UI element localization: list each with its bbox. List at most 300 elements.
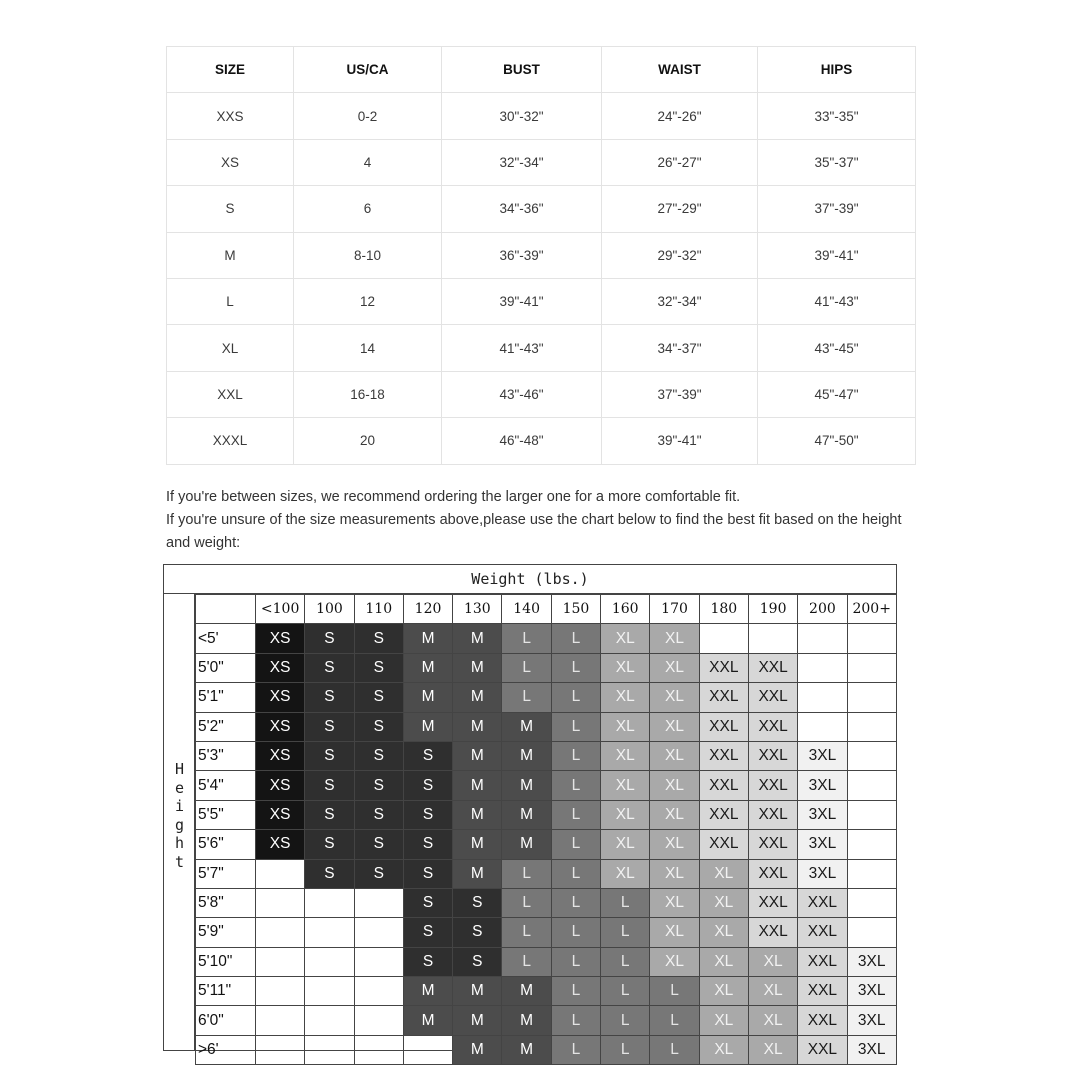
fit-cell <box>354 888 403 917</box>
weight-label: 170 <box>650 595 699 624</box>
height-label-letter: t <box>174 852 185 871</box>
height-label: 5'2" <box>196 712 256 741</box>
fit-row <box>196 1035 897 1064</box>
fit-cell: S <box>403 741 452 770</box>
fit-cell: M <box>453 653 502 682</box>
fit-row <box>196 830 897 859</box>
fit-cell: M <box>403 977 452 1006</box>
fit-cell: XL <box>601 771 650 800</box>
fit-cell <box>847 741 896 770</box>
fit-cell: 3XL <box>798 771 847 800</box>
fit-cell <box>699 624 748 653</box>
fit-cell: XL <box>650 771 699 800</box>
table-row <box>167 232 916 278</box>
weight-label: 200+ <box>847 595 896 624</box>
table-cell: 32"-34" <box>602 278 758 324</box>
fit-cell: XXL <box>748 712 797 741</box>
fit-cell: XL <box>748 1035 797 1064</box>
fit-cell: S <box>354 800 403 829</box>
height-axis-text <box>164 760 195 871</box>
height-label: <5' <box>196 624 256 653</box>
fit-cell: S <box>354 741 403 770</box>
fit-cell: M <box>453 859 502 888</box>
fit-cell: L <box>551 771 600 800</box>
fit-cell: XXL <box>699 830 748 859</box>
height-label: 5'10" <box>196 947 256 976</box>
fit-cell: L <box>551 683 600 712</box>
fit-cell: S <box>403 947 452 976</box>
fit-cell: S <box>354 683 403 712</box>
fit-cell: M <box>403 624 452 653</box>
fit-cell: XXL <box>748 918 797 947</box>
fit-cell: M <box>502 977 551 1006</box>
fit-cell: 3XL <box>798 800 847 829</box>
height-label-letter: h <box>174 834 185 852</box>
fit-cell: L <box>551 800 600 829</box>
table-cell: 37"-39" <box>758 186 916 232</box>
fit-cell: L <box>551 653 600 682</box>
fit-cell: M <box>502 741 551 770</box>
fit-cell: L <box>551 741 600 770</box>
table-cell: 27"-29" <box>602 186 758 232</box>
fit-cell: 3XL <box>798 741 847 770</box>
fit-cell <box>847 830 896 859</box>
fit-cell <box>256 888 305 917</box>
fit-cell: XS <box>256 830 305 859</box>
fit-cell: M <box>403 1006 452 1035</box>
fit-cell: S <box>305 771 354 800</box>
weight-label: 110 <box>354 595 403 624</box>
fit-cell <box>256 1035 305 1064</box>
fit-row <box>196 683 897 712</box>
fit-cell <box>798 683 847 712</box>
fit-cell <box>798 712 847 741</box>
fit-cell: XL <box>699 977 748 1006</box>
height-label-letter: e <box>174 778 185 797</box>
table-cell: 35"-37" <box>758 139 916 185</box>
weight-label: 180 <box>699 595 748 624</box>
fit-cell: XL <box>748 947 797 976</box>
fit-cell: M <box>403 712 452 741</box>
fit-cell <box>354 918 403 947</box>
height-label: 5'7" <box>196 859 256 888</box>
fit-cell: XL <box>601 712 650 741</box>
table-row <box>167 418 916 464</box>
fit-cell: XS <box>256 683 305 712</box>
fit-cell: S <box>354 624 403 653</box>
weight-label: 160 <box>601 595 650 624</box>
fit-cell: M <box>403 653 452 682</box>
fit-cell: L <box>502 624 551 653</box>
weight-header-row <box>196 595 897 624</box>
table-cell: 34"-36" <box>442 186 602 232</box>
height-axis-label <box>164 594 195 1050</box>
fit-cell: XL <box>650 888 699 917</box>
weight-label: 140 <box>502 595 551 624</box>
weight-label: 120 <box>403 595 452 624</box>
fit-row <box>196 888 897 917</box>
fit-cell: L <box>502 888 551 917</box>
table-cell: 47"-50" <box>758 418 916 464</box>
fit-cell <box>748 624 797 653</box>
fit-cell: L <box>551 712 600 741</box>
fit-cell: S <box>354 859 403 888</box>
table-cell: S <box>167 186 294 232</box>
fit-cell: L <box>551 977 600 1006</box>
fit-cell: XXL <box>748 859 797 888</box>
fit-cell: L <box>551 830 600 859</box>
fit-cell: XL <box>601 800 650 829</box>
fit-cell: XL <box>650 653 699 682</box>
fit-cell <box>847 683 896 712</box>
table-cell: 6 <box>294 186 442 232</box>
table-cell: 41"-43" <box>758 278 916 324</box>
table-cell: 12 <box>294 278 442 324</box>
table-cell: 39"-41" <box>602 418 758 464</box>
fit-cell <box>847 624 896 653</box>
fit-cell: L <box>502 683 551 712</box>
fit-cell: XL <box>601 683 650 712</box>
fit-cell <box>847 771 896 800</box>
height-label-letter: g <box>174 815 185 834</box>
fit-cell: XL <box>650 918 699 947</box>
fit-cell: L <box>502 859 551 888</box>
fit-cell: M <box>453 977 502 1006</box>
table-cell: 16-18 <box>294 371 442 417</box>
fit-cell: L <box>601 888 650 917</box>
size-notes <box>166 486 906 555</box>
table-cell: 8-10 <box>294 232 442 278</box>
height-weight-fit-chart <box>163 564 897 1059</box>
fit-cell: XXL <box>798 1035 847 1064</box>
fit-cell: S <box>305 741 354 770</box>
table-cell: 4 <box>294 139 442 185</box>
table-cell: 41"-43" <box>442 325 602 371</box>
fit-cell <box>305 977 354 1006</box>
fit-cell: XL <box>699 1035 748 1064</box>
fit-row <box>196 947 897 976</box>
fit-cell <box>256 918 305 947</box>
fit-cell: XXL <box>798 918 847 947</box>
fit-cell: L <box>551 859 600 888</box>
fit-cell <box>305 888 354 917</box>
header-bust: BUST <box>442 47 602 93</box>
fit-cell <box>354 977 403 1006</box>
table-cell: 37"-39" <box>602 371 758 417</box>
fit-cell <box>798 624 847 653</box>
fit-cell <box>403 1035 452 1064</box>
fit-cell <box>847 653 896 682</box>
fit-cell: S <box>354 771 403 800</box>
fit-cell: XXL <box>748 830 797 859</box>
fit-cell: S <box>403 830 452 859</box>
fit-cell: S <box>305 683 354 712</box>
table-cell: 34"-37" <box>602 325 758 371</box>
table-cell: 30"-32" <box>442 93 602 139</box>
fit-cell: S <box>354 653 403 682</box>
table-cell: 33"-35" <box>758 93 916 139</box>
fit-cell: M <box>453 800 502 829</box>
fit-row <box>196 1006 897 1035</box>
fit-cell: XS <box>256 624 305 653</box>
fit-cell: XL <box>650 800 699 829</box>
corner-cell <box>196 595 256 624</box>
table-row <box>167 93 916 139</box>
fit-cell: XL <box>650 859 699 888</box>
fit-cell: S <box>305 800 354 829</box>
note-unsure-sizes: If you're unsure of the size measurements above,please use the chart below to find the best fit based on the height and weight: <box>166 512 902 551</box>
height-label: 5'9" <box>196 918 256 947</box>
table-cell: 26"-27" <box>602 139 758 185</box>
size-measurement-table <box>166 46 916 465</box>
height-label: 6'0" <box>196 1006 256 1035</box>
fit-cell <box>256 977 305 1006</box>
fit-cell: M <box>502 830 551 859</box>
table-cell: 39"-41" <box>758 232 916 278</box>
fit-cell: S <box>403 888 452 917</box>
height-label-letter: H <box>174 760 185 778</box>
table-cell: 46"-48" <box>442 418 602 464</box>
fit-cell: M <box>453 830 502 859</box>
fit-cell: S <box>403 800 452 829</box>
fit-cell <box>847 918 896 947</box>
fit-cell: XXL <box>748 800 797 829</box>
table-cell: M <box>167 232 294 278</box>
fit-cell: XL <box>650 741 699 770</box>
fit-cell: L <box>650 977 699 1006</box>
weight-label: 200 <box>798 595 847 624</box>
weight-label: 100 <box>305 595 354 624</box>
fit-cell: M <box>502 771 551 800</box>
fit-cell <box>798 653 847 682</box>
table-header-row <box>167 47 916 93</box>
fit-cell: M <box>453 1006 502 1035</box>
fit-cell: XL <box>601 624 650 653</box>
fit-cell: S <box>305 712 354 741</box>
fit-cell <box>847 800 896 829</box>
fit-cell: XL <box>699 859 748 888</box>
fit-cell <box>305 1006 354 1035</box>
fit-cell <box>354 1006 403 1035</box>
fit-cell: 3XL <box>847 947 896 976</box>
weight-label: <100 <box>256 595 305 624</box>
fit-cell: XXL <box>748 683 797 712</box>
fit-cell: XXL <box>699 683 748 712</box>
table-cell: 43"-45" <box>758 325 916 371</box>
height-label-letter: i <box>174 797 185 815</box>
fit-cell: L <box>601 918 650 947</box>
table-cell: 24"-26" <box>602 93 758 139</box>
fit-cell: L <box>551 1006 600 1035</box>
fit-cell: S <box>453 947 502 976</box>
fit-cell: S <box>354 830 403 859</box>
fit-cell: S <box>453 888 502 917</box>
fit-cell: XXL <box>748 653 797 682</box>
fit-grid <box>195 594 897 1065</box>
table-row <box>167 186 916 232</box>
height-label: 5'3" <box>196 741 256 770</box>
fit-cell: S <box>403 771 452 800</box>
fit-cell <box>305 918 354 947</box>
fit-cell: 3XL <box>847 1035 896 1064</box>
fit-cell: M <box>453 1035 502 1064</box>
fit-cell: XL <box>699 1006 748 1035</box>
fit-row <box>196 624 897 653</box>
fit-cell: XL <box>650 624 699 653</box>
weight-label: 130 <box>453 595 502 624</box>
weight-label: 150 <box>551 595 600 624</box>
fit-cell: S <box>305 653 354 682</box>
fit-cell: L <box>551 918 600 947</box>
fit-cell: M <box>453 771 502 800</box>
fit-cell: L <box>601 977 650 1006</box>
fit-cell: L <box>551 1035 600 1064</box>
fit-cell: XS <box>256 741 305 770</box>
fit-cell: XXL <box>798 888 847 917</box>
fit-cell: L <box>601 1006 650 1035</box>
fit-cell: XXL <box>748 888 797 917</box>
fit-cell: L <box>502 947 551 976</box>
fit-cell: XXL <box>748 771 797 800</box>
fit-cell: M <box>502 712 551 741</box>
fit-cell: XS <box>256 712 305 741</box>
fit-cell <box>354 947 403 976</box>
fit-cell <box>847 888 896 917</box>
fit-cell: XXL <box>699 712 748 741</box>
fit-cell: XL <box>601 830 650 859</box>
header-size: SIZE <box>167 47 294 93</box>
fit-cell: L <box>502 918 551 947</box>
header-hips: HIPS <box>758 47 916 93</box>
fit-row <box>196 712 897 741</box>
fit-cell: L <box>551 888 600 917</box>
fit-cell <box>847 712 896 741</box>
fit-cell: L <box>650 1006 699 1035</box>
fit-cell: XL <box>748 977 797 1006</box>
table-cell: 45"-47" <box>758 371 916 417</box>
table-cell: XXXL <box>167 418 294 464</box>
fit-cell: 3XL <box>847 977 896 1006</box>
fit-cell: 3XL <box>798 859 847 888</box>
fit-cell: S <box>305 624 354 653</box>
fit-cell: L <box>551 624 600 653</box>
fit-cell: M <box>502 800 551 829</box>
fit-cell: XXL <box>699 741 748 770</box>
fit-row <box>196 771 897 800</box>
fit-cell: XXL <box>699 653 748 682</box>
header-us-ca: US/CA <box>294 47 442 93</box>
fit-cell: XL <box>650 712 699 741</box>
header-waist: WAIST <box>602 47 758 93</box>
fit-cell: M <box>453 712 502 741</box>
table-cell: 39"-41" <box>442 278 602 324</box>
fit-cell: M <box>453 741 502 770</box>
fit-cell: XL <box>748 1006 797 1035</box>
fit-cell: L <box>601 1035 650 1064</box>
fit-cell: S <box>403 918 452 947</box>
fit-cell <box>256 947 305 976</box>
table-cell: 14 <box>294 325 442 371</box>
fit-cell: S <box>403 859 452 888</box>
fit-cell <box>305 947 354 976</box>
fit-cell: XXL <box>748 741 797 770</box>
table-row <box>167 278 916 324</box>
table-cell: 20 <box>294 418 442 464</box>
fit-cell: XL <box>601 859 650 888</box>
height-label: 5'8" <box>196 888 256 917</box>
fit-cell: L <box>551 947 600 976</box>
fit-cell: XXL <box>798 1006 847 1035</box>
height-label: 5'11" <box>196 977 256 1006</box>
fit-cell: M <box>502 1006 551 1035</box>
fit-cell: S <box>305 859 354 888</box>
fit-cell <box>305 1035 354 1064</box>
fit-row <box>196 653 897 682</box>
fit-cell: 3XL <box>847 1006 896 1035</box>
fit-cell: XL <box>601 741 650 770</box>
table-cell: XS <box>167 139 294 185</box>
fit-cell: XXL <box>699 800 748 829</box>
fit-cell: XXL <box>798 977 847 1006</box>
height-label: 5'6" <box>196 830 256 859</box>
height-label: 5'4" <box>196 771 256 800</box>
table-cell: 29"-32" <box>602 232 758 278</box>
fit-cell: XXL <box>699 771 748 800</box>
table-row <box>167 139 916 185</box>
table-row <box>167 371 916 417</box>
table-cell: XXL <box>167 371 294 417</box>
weight-axis-title: Weight (lbs.) <box>164 565 896 594</box>
table-cell: 36"-39" <box>442 232 602 278</box>
fit-row <box>196 800 897 829</box>
fit-cell: XL <box>699 918 748 947</box>
fit-row <box>196 859 897 888</box>
fit-row <box>196 918 897 947</box>
table-cell: 43"-46" <box>442 371 602 417</box>
height-label: 5'1" <box>196 683 256 712</box>
fit-cell: M <box>502 1035 551 1064</box>
fit-cell: M <box>453 683 502 712</box>
fit-cell: XL <box>650 830 699 859</box>
fit-cell <box>354 1035 403 1064</box>
table-cell: 0-2 <box>294 93 442 139</box>
fit-cell <box>847 859 896 888</box>
table-cell: L <box>167 278 294 324</box>
table-cell: XXS <box>167 93 294 139</box>
fit-cell: L <box>502 653 551 682</box>
table-cell: 32"-34" <box>442 139 602 185</box>
fit-cell: M <box>403 683 452 712</box>
fit-cell: XS <box>256 653 305 682</box>
fit-cell: S <box>305 830 354 859</box>
weight-label: 190 <box>748 595 797 624</box>
fit-cell <box>256 1006 305 1035</box>
height-label: >6' <box>196 1035 256 1064</box>
fit-cell: XL <box>699 888 748 917</box>
table-cell: XL <box>167 325 294 371</box>
fit-cell: XL <box>699 947 748 976</box>
fit-cell: XXL <box>798 947 847 976</box>
fit-cell: XL <box>601 653 650 682</box>
height-label: 5'0" <box>196 653 256 682</box>
table-row <box>167 325 916 371</box>
fit-cell: 3XL <box>798 830 847 859</box>
height-label: 5'5" <box>196 800 256 829</box>
fit-cell: S <box>453 918 502 947</box>
fit-cell <box>256 859 305 888</box>
fit-row <box>196 977 897 1006</box>
fit-cell: XL <box>650 683 699 712</box>
